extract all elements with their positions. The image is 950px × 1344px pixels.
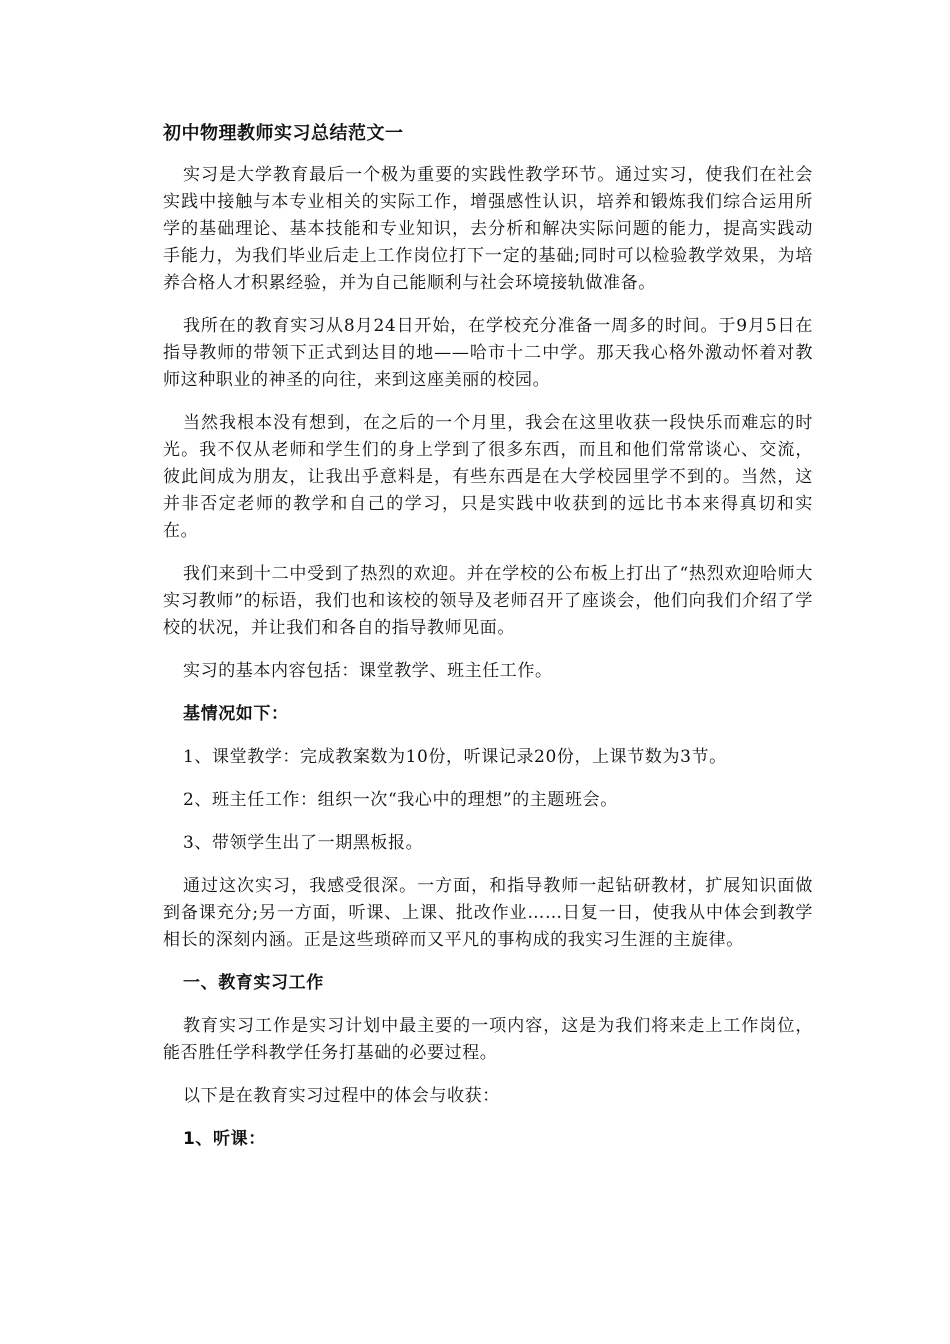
heading-listening: 1、听课： xyxy=(183,1129,266,1149)
heading-section-one: 一、教育实习工作 xyxy=(183,973,324,993)
list-item-classroom: 1、课堂教学：完成教案数为10份，听课记录20份，上课节数为3节。 xyxy=(183,747,727,767)
paragraph-welcome: 我们来到十二中受到了热烈的欢迎。并在学校的公布板上打出了“热烈欢迎哈师大实习教师”的标语，我们也和该校的领导及老师召开了座谈会，他们向我们介绍了学校的状况，并让我们和各自的指导教师见面。 xyxy=(163,564,813,638)
document-title: 初中物理教师实习总结范文一 xyxy=(163,123,404,144)
heading-basic-situation: 基情况如下： xyxy=(183,704,289,724)
paragraph-gains-intro: 以下是在教育实习过程中的体会与收获： xyxy=(183,1086,500,1106)
list-item-blackboard: 3、带领学生出了一期黑板报。 xyxy=(183,833,424,853)
paragraph-reflection: 通过这次实习，我感受很深。一方面，和指导教师一起钻研教材，扩展知识面做到备课充分;另一方面，听课、上课、批改作业……日复一日，使我从中体会到教学相长的深刻内涵。正是这些琐碎而又平凡的事构成的我实习生涯的主旋律。 xyxy=(163,876,813,950)
paragraph-teaching-work: 教育实习工作是实习计划中最主要的一项内容，这是为我们将来走上工作岗位，能否胜任学科教学任务打基础的必要过程。 xyxy=(163,1016,813,1063)
paragraph-content: 实习的基本内容包括：课堂教学、班主任工作。 xyxy=(183,661,553,681)
list-item-homeroom: 2、班主任工作：组织一次“我心中的理想”的主题班会。 xyxy=(183,790,618,810)
document-content xyxy=(163,120,813,1169)
paragraph-start-date: 我所在的教育实习从8月24日开始，在学校充分准备一周多的时间。于9月5日在指导教师的带领下正式到达目的地——哈市十二中学。那天我心格外激动怀着对教师这种职业的神圣的向往，来到这座美丽的校园。 xyxy=(163,316,813,390)
paragraph-intro: 实习是大学教育最后一个极为重要的实践性教学环节。通过实习，使我们在社会实践中接触与本专业相关的实际工作，增强感性认识，培养和锻炼我们综合运用所学的基础理论、基本技能和专业知识，去分析和解决实际问题的能力，提高实践动手能力，为我们毕业后走上工作岗位打下一定的基础;同时可以检验教学效果，为培养合格人才积累经验，并为自己能顺利与社会环境接轨做准备。 xyxy=(163,165,813,293)
paragraph-unexpected: 当然我根本没有想到，在之后的一个月里，我会在这里收获一段快乐而难忘的时光。我不仅从老师和学生们的身上学到了很多东西，而且和他们常常谈心、交流，彼此间成为朋友，让我出乎意料是，有些东西是在大学校园里学不到的。当然，这并非否定老师的教学和自己的学习，只是实践中收获到的远比书本来得真切和实在。 xyxy=(163,413,813,541)
